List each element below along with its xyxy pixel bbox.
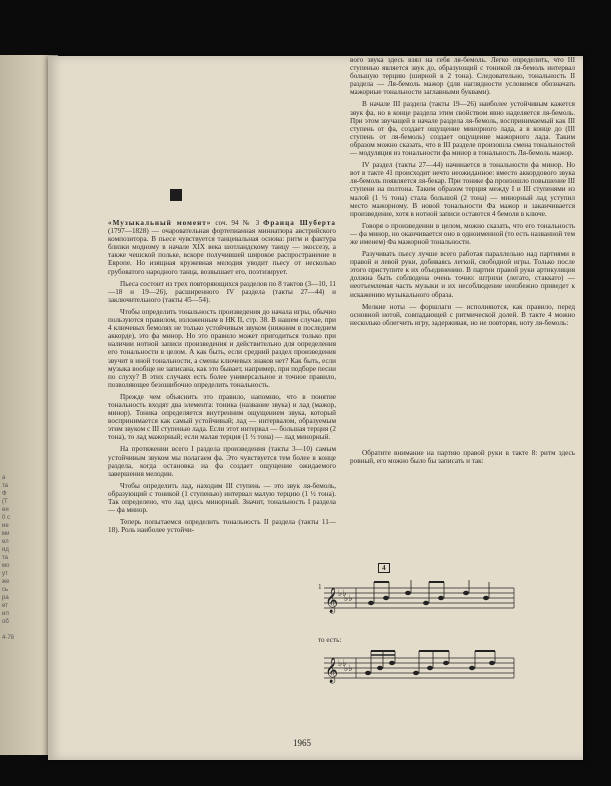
fragment: ет — [2, 603, 8, 609]
fragment: мо — [2, 563, 10, 569]
paragraph-intro: «Музыкальный момент» соч. 94 № 3 Франца Шуберта (1797—1828) — очаровательная фортепианная миниатюра австрийского композитора. В пьесе чувствуется танцевальная основа: ритм и фактура близки модному в начале XIX века шотландскому танцу — экоссезу, а также чешской польке, вскоре получившей широкое распространение в Европе. Но изящная кружевная мелодия уводит пьесу от несколько грубоватого народного танца, возвышает его, поэтизирует. — [108, 219, 336, 276]
fragment: ид — [2, 547, 9, 553]
page-number: 1965 — [293, 738, 311, 748]
paragraph: Чтобы определить тональность произведения до начала игры, обычно пользуются правилом, изложенным в НК II, стр. 38. В нашем случае, при 4 ключевых бемолях не только устойчивым звуком (нижним в последнем аккорде), это фа минор. Но это правило может пригодиться только при наличии нотной записи произведения и действительно для определения его тональности в целом. А как быть, если средний раздел произведения звучит в иной тональности, а смены ключевых знаков нет? Как быть, если музыка вообще не записана, как это бывает, например, при подборе песни по слуху? В этих случаях есть более универсальное и точное правило, позволяющее безошибочно определить тональность. — [108, 307, 336, 389]
fragment: же — [2, 579, 10, 585]
svg-text:♭♭: ♭♭ — [338, 588, 347, 598]
fragment: ил — [2, 611, 9, 617]
fragment: ие — [2, 523, 9, 529]
right-column — [350, 56, 575, 469]
music-staff-example-2 — [316, 646, 516, 684]
svg-text:♭♭: ♭♭ — [338, 658, 347, 668]
music-staff-example-1 — [316, 576, 516, 614]
paragraph: Разучивать пьесу лучше всего работая параллельно над партиями в правой и левой руки, добиваясь легкой, свободной игры. Только после этого приступите к их объединению. В партии правой руки артикуляция должна быть соблюдена очень точно: штрихи (легато, стаккато) — неотъемлемая часть музыки и их несоблюдение неизбежно приведет к искажению музыкального образа. — [350, 250, 575, 299]
paragraph: Чтобы определить лад, находим III ступень — это звук ля-бемоль, образующий с тоникой (1 ступенью) интервал малую терцию (1 ½ тона). Так определено, что лад здесь минорный. Значит, тональность I раздела — фа минор. — [108, 481, 336, 515]
paragraph: Пьеса состоит из трех повторяющихся разделов по 8 тактов (3—10, 11—18 и 19—26), расширенного IV раздела (такты 27—44) и заключительного (такты 45—54). — [108, 279, 336, 304]
fragment: (Т — [2, 499, 8, 505]
paragraph: Говоря о произведении в целом, можно сказать, что его тональность — фа минор, но оканчивается оно в одноименной (то есть названной тем же именем) Фа мажорной тональности. — [350, 221, 575, 246]
svg-text:♭♭: ♭♭ — [344, 663, 353, 673]
fragment: та — [2, 483, 9, 489]
svg-text:♭♭: ♭♭ — [344, 593, 353, 603]
fragment: еи — [2, 507, 9, 513]
measure-number-box: 4 — [378, 563, 390, 573]
piece-title: «Музыкальный момент» — [108, 219, 212, 227]
paragraph: Обратите внимание на партию правой руки в такте 8: ритм здесь ровный, его можно было бы записать и так: — [350, 448, 575, 465]
fragment: сь — [2, 587, 9, 593]
paragraph: вого звука здесь взял на себя ля-бемоль. Легко определить, что III ступенью является звук до, образующий с тоникой ля-бемоль интервал большую терцию (ширной в 2 тона). Следовательно, тональность II раздела — Ля-бемоль мажор (для наглядности условимся обозначать мажорные тональности заглавными буквами). — [350, 56, 575, 97]
paragraph: Прежде чем объяснить это правило, напомню, что в понятие тональность входят два элемента: тоника (название звука) и лад (мажор, минор). Тоника определяется внутренним ощущением звука, который воспринимается как самый устойчивый; лад — интервалом, образуемым этим звуком с III ступенью лада. Если этот интервал — большая терция (2 тона), то лад мажорный; если малая терция (1 ½ тона) — лад минорный. — [108, 392, 336, 442]
document-page — [48, 56, 583, 760]
paragraph: Теперь попытаемся определить тональность II раздела (такты 11—18). Роль наиболее устойчи- — [108, 518, 336, 535]
to-est-label: то есть: — [318, 636, 342, 644]
system-number: 1 — [318, 583, 322, 591]
fragment: ут — [2, 571, 8, 577]
paragraph: На протяжении всего I раздела произведения (такты 3—10) самым устойчивым звуком мы полагаем фа. Это чувствуется тем более в конце раздела, когда остановка на фа создает ощущение ожидаемого завершения мелодии. — [108, 445, 336, 478]
fragment: ра — [2, 595, 9, 601]
fragment: ми — [2, 531, 10, 537]
music-examples-space — [350, 331, 575, 449]
svg-text:𝄞: 𝄞 — [325, 587, 339, 612]
fragment: Ф — [2, 491, 7, 497]
fragment: об — [2, 619, 9, 625]
fragment: ел — [2, 539, 9, 545]
composer-name: Франца Шуберта — [263, 219, 336, 227]
fragment: 0 с — [2, 515, 11, 521]
paragraph: Мелкие ноты — форшлаги — исполняются, как правило, перед основной нотой, совпадающей с ритмической долей. В такте 4 можно несколько облегчить игру, задерживая, но не повторяя, ноту ля-бемоль: — [350, 302, 575, 327]
section-marker — [170, 189, 182, 201]
svg-text:𝄞: 𝄞 — [325, 657, 339, 682]
paragraph: IV раздел (такты 27—44) начинается в тональности фа минор. Но вот в такте 41 происходит нечто неожиданное: вместо аккордового звука ля-бемоль появляется ля-бекар. При тонике фа произошло повышение III ступени на полтона. Таким образом терция между I и III ступенями из малой (1 ½ тона) стала большой (2 тона) — минорный лад уступил место мажорному. В новой тональности Фа мажор и заканчивается произведение, хотя в нотной записи остаются 4 бемоля в ключе. — [350, 161, 575, 218]
fragment: а — [2, 475, 6, 481]
fragment: 4-78 — [2, 635, 15, 641]
fragment: та — [2, 555, 9, 561]
left-column — [108, 219, 336, 538]
paragraph: В начале III раздела (такты 19—26) наиболее устойчивым кажется звук фа, но в конце раздела этим свойством явно наделяется ля-бемоль. При этом звучащей в начале раздела ля-бемоль, воспринимаемый как III ступень от фа, создает ощущение минорного лада, а в конце до (III ступень от ля-бемоль) создает ощущение мажорного лада. Таким образом можно сказать, что в III разделе произошла смена тональностей — модуляция из тональности фа минор в тональность Ля-бемоль мажор. — [350, 100, 575, 158]
